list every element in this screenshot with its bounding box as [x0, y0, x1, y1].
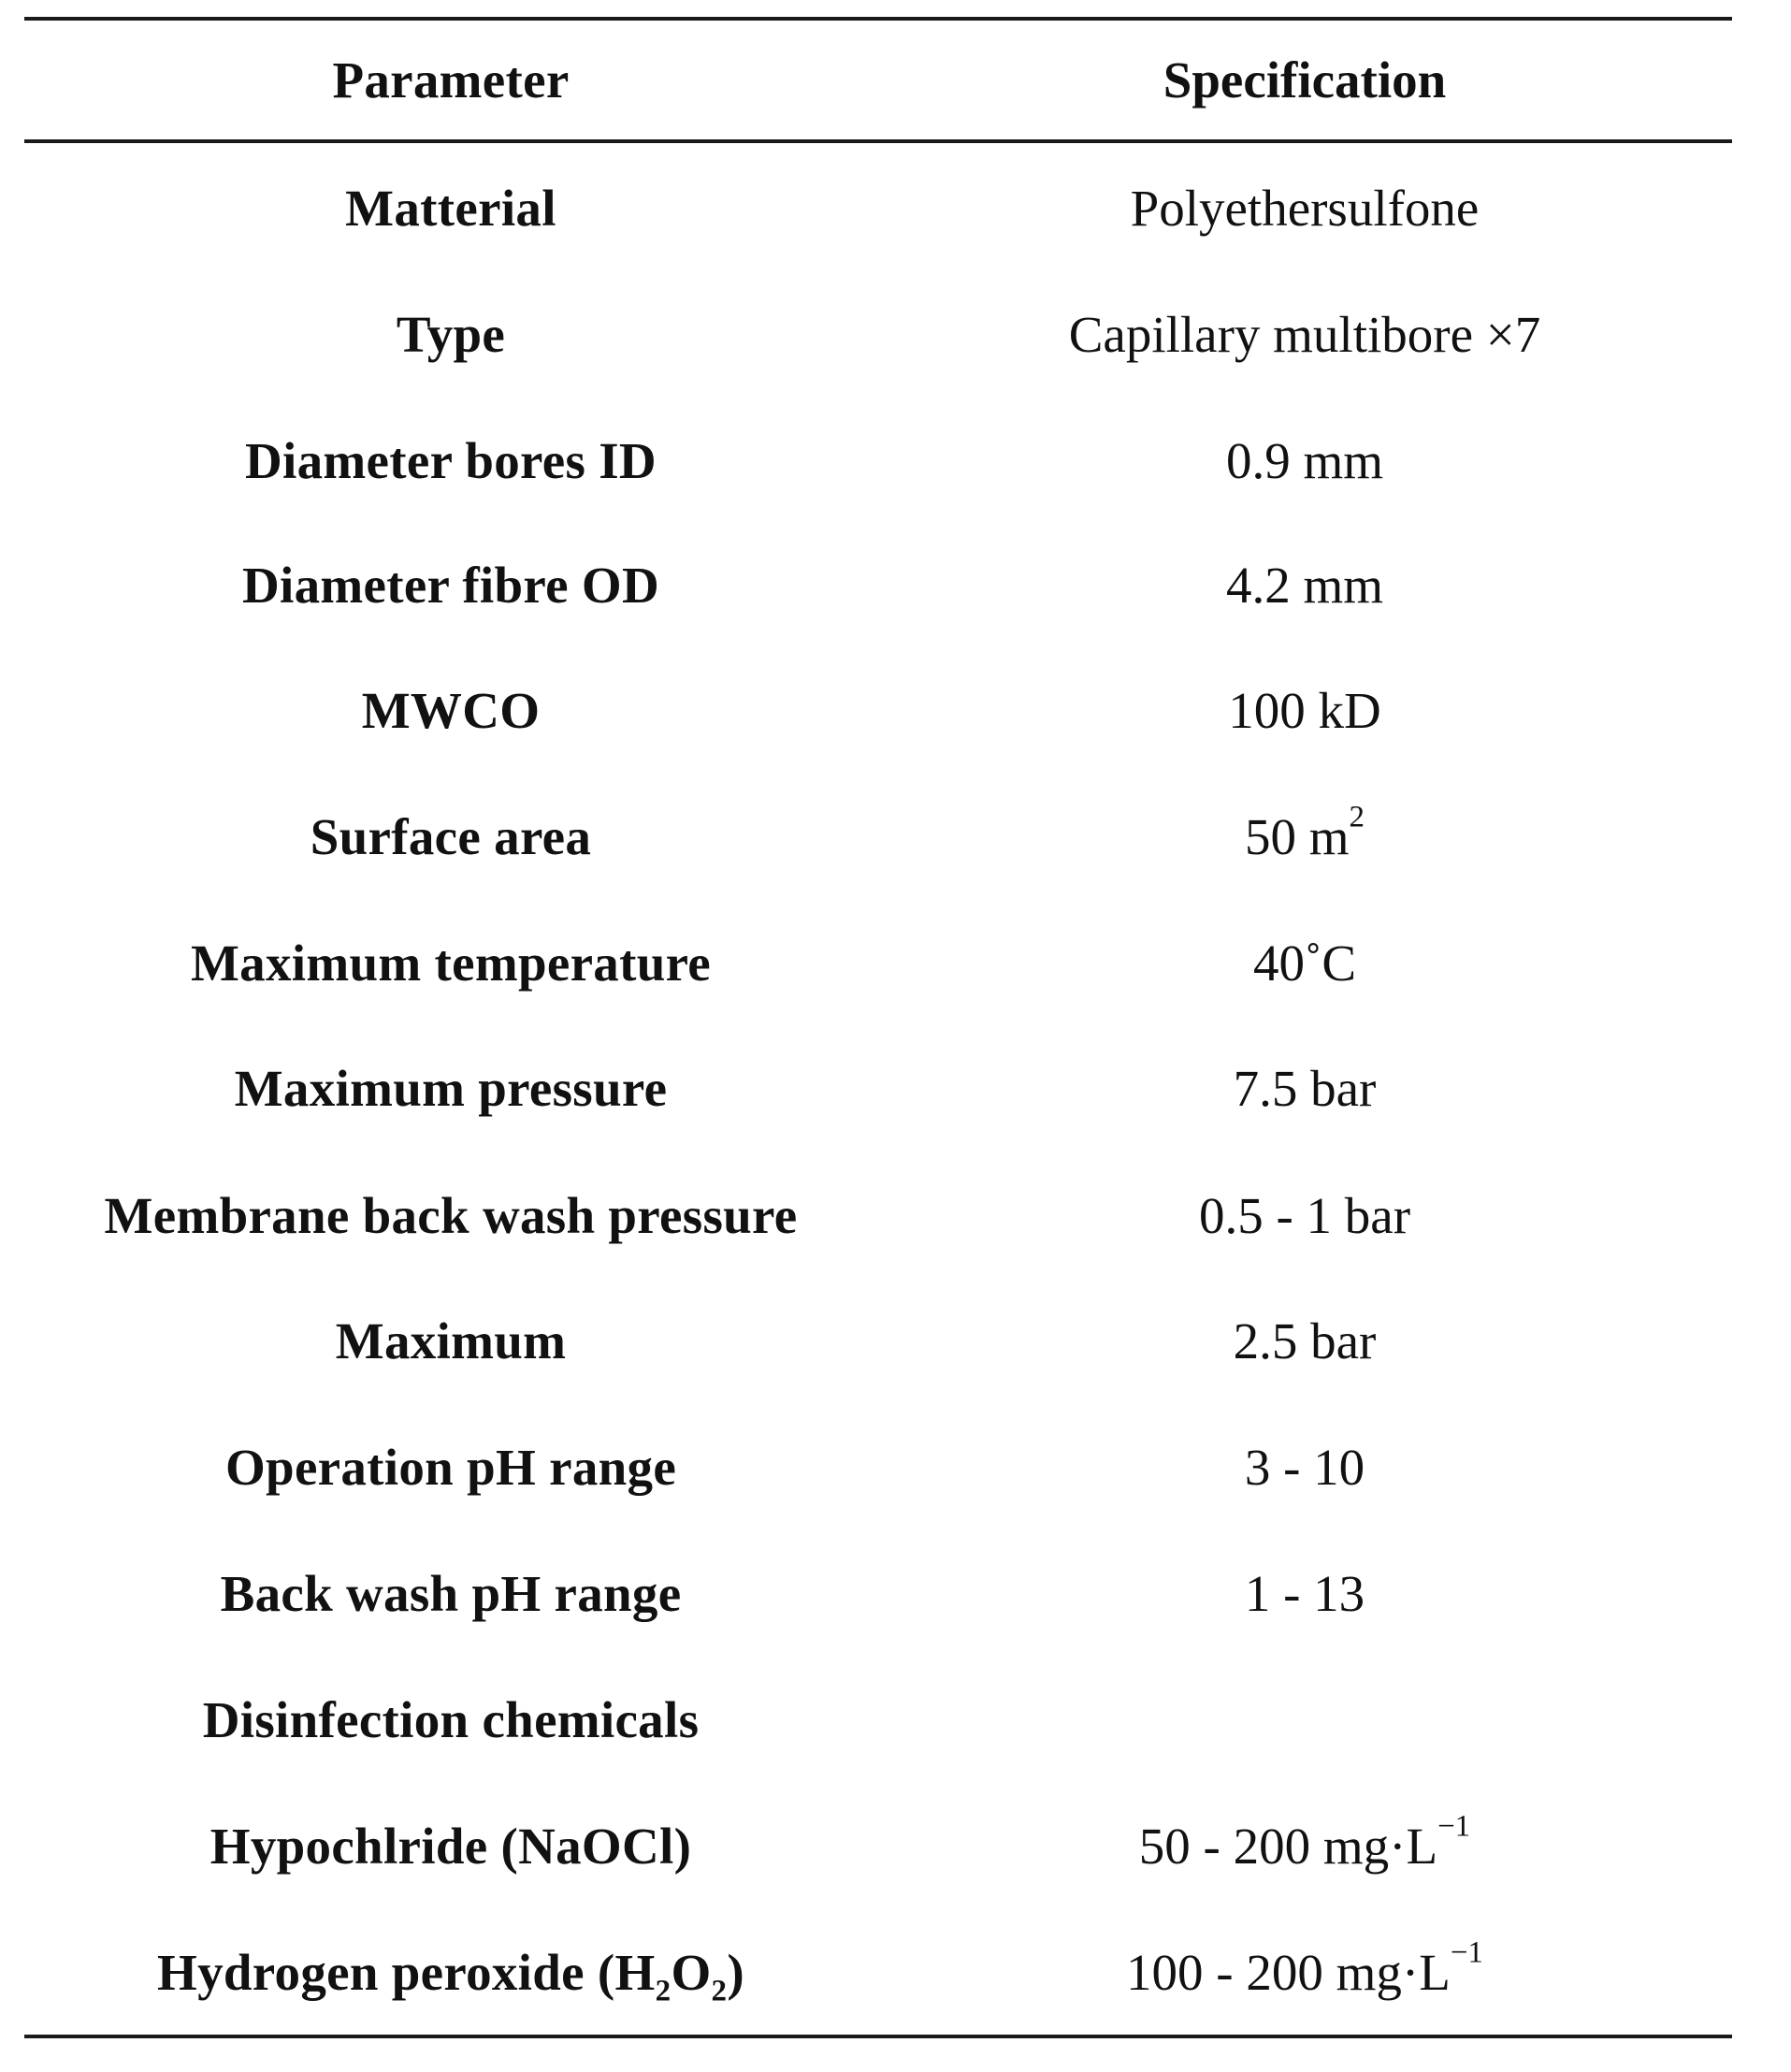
- table-row: [24, 271, 1732, 398]
- parameter-cell: Maximum temperature: [190, 935, 712, 992]
- superscript-exponent: −1: [1437, 1809, 1471, 1844]
- table-row: [24, 1025, 1732, 1152]
- parameter-cell: Matterial: [345, 180, 556, 237]
- table-row: [24, 1783, 1732, 1909]
- header-specification: Specification: [1163, 51, 1447, 109]
- specification-cell: 0.5 - 1 bar: [1198, 1187, 1411, 1244]
- superscript-exponent: −1: [1450, 1935, 1483, 1970]
- parameter-text: O: [671, 1944, 712, 2001]
- specification-cell: [877, 800, 1732, 866]
- parameter-cell: MWCO: [361, 682, 541, 739]
- table-row: [24, 145, 1732, 271]
- table-row: [24, 900, 1732, 1026]
- table-row: [24, 1152, 1732, 1279]
- table-row: [24, 1657, 1732, 1783]
- table-bottom-rule: [24, 2035, 1732, 2038]
- specification-cell: 40˚C: [1253, 935, 1356, 992]
- parameter-text: ): [727, 1944, 744, 2001]
- parameter-text: Hydrogen peroxide (H: [157, 1944, 656, 2001]
- parameter-cell: Maximum: [335, 1312, 567, 1369]
- parameter-cell: Maximum pressure: [234, 1060, 668, 1117]
- specification-cell: 4.2 mm: [1225, 557, 1384, 614]
- table-row: [24, 522, 1732, 648]
- specification-cell: [877, 1935, 1732, 2002]
- specification-value: 50 m: [1244, 808, 1350, 865]
- table-header-rule: [24, 139, 1732, 143]
- table-row: [24, 647, 1732, 774]
- parameter-cell: Disinfection chemicals: [202, 1691, 700, 1748]
- parameter-cell: Operation pH range: [224, 1439, 677, 1496]
- subscript-index: 2: [655, 1974, 672, 2008]
- table-row: [24, 1530, 1732, 1657]
- parameter-cell: Hypochlride (NaOCl): [209, 1818, 692, 1875]
- specification-value: 100 - 200 mg·L: [1126, 1944, 1451, 2001]
- specification-cell: 2.5 bar: [1233, 1312, 1377, 1369]
- parameter-cell: Diameter bores ID: [245, 432, 657, 489]
- parameter-cell: [24, 1943, 877, 2008]
- header-parameter: Parameter: [332, 51, 570, 109]
- parameter-cell: Surface area: [310, 808, 592, 865]
- parameter-cell: Diameter fibre OD: [242, 557, 659, 614]
- specification-value: 50 - 200 mg·L: [1138, 1818, 1438, 1875]
- table-row: [24, 774, 1732, 900]
- specification-cell: 3 - 10: [1244, 1439, 1365, 1496]
- specification-cell: 100 kD: [1228, 682, 1381, 739]
- table-header-row: [24, 17, 1732, 143]
- parameter-cell: Back wash pH range: [220, 1565, 682, 1622]
- specification-cell: Capillary multibore ×7: [1068, 306, 1541, 363]
- superscript-exponent: 2: [1349, 800, 1365, 834]
- table-row: [24, 1404, 1732, 1530]
- specification-cell: [877, 1809, 1732, 1876]
- specification-cell: 7.5 bar: [1233, 1060, 1377, 1117]
- specification-cell: Polyethersulfone: [1130, 180, 1480, 237]
- table-row: [24, 1909, 1732, 2036]
- subscript-index: 2: [711, 1974, 728, 2008]
- parameter-cell: Membrane back wash pressure: [104, 1187, 798, 1244]
- table-row: [24, 1278, 1732, 1404]
- table-row: [24, 398, 1732, 524]
- parameter-cell: Type: [396, 306, 506, 363]
- specification-cell: 0.9 mm: [1225, 432, 1384, 489]
- specification-cell: 1 - 13: [1244, 1565, 1365, 1622]
